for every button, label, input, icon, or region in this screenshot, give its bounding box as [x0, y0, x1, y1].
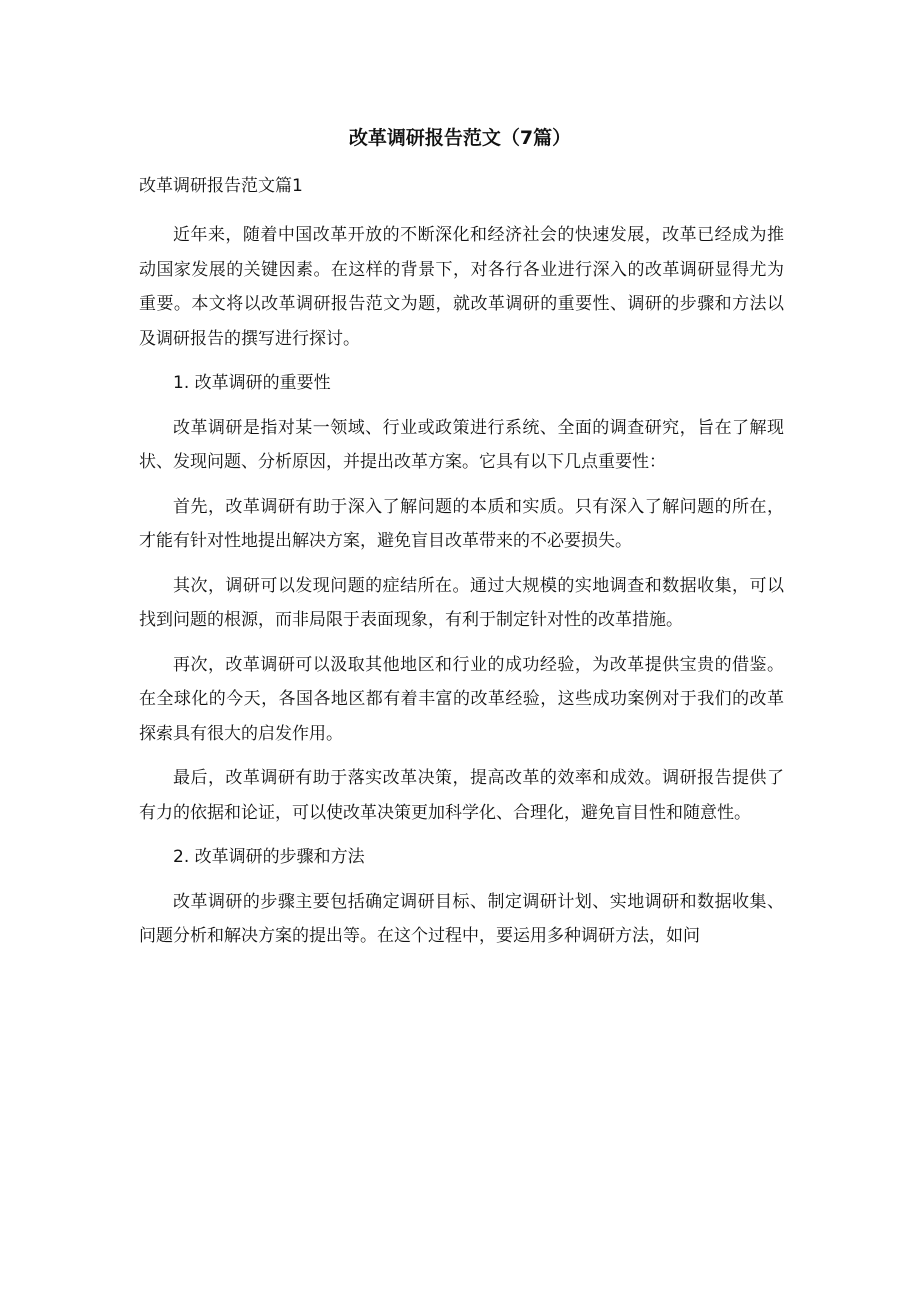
body-paragraph: 再次，改革调研可以汲取其他地区和行业的成功经验，为改革提供宝贵的借鉴。在全球化的今天，各国各地区都有着丰富的改革经验，这些成功案例对于我们的改革探索具有很大的启发作用。: [139, 654, 784, 744]
body-paragraph: 改革调研的步骤主要包括确定调研目标、制定调研计划、实地调研和数据收集、问题分析和解决方案的提出等。在这个过程中，要运用多种调研方法，如问: [139, 891, 784, 946]
section-subtitle: 改革调研报告范文篇1: [139, 176, 303, 196]
body-paragraph: 改革调研是指对某一领域、行业或政策进行系统、全面的调查研究，旨在了解现状、发现问题、分析原因，并提出改革方案。它具有以下几点重要性：: [139, 417, 784, 472]
body-paragraph: 首先，改革调研有助于深入了解问题的本质和实质。只有深入了解问题的所在，才能有针对性地提出解决方案，避免盲目改革带来的不必要损失。: [139, 496, 784, 551]
document-title: 改革调研报告范文（7篇）: [348, 127, 572, 149]
body-paragraph: 近年来，随着中国改革开放的不断深化和经济社会的快速发展，改革已经成为推动国家发展的关键因素。在这样的背景下，对各行各业进行深入的改革调研显得尤为重要。本文将以改革调研报告范文为题，就改革调研的重要性、调研的步骤和方法以及调研报告的撰写进行探讨。: [139, 225, 784, 349]
document-body: [139, 218, 784, 964]
section-heading: 2. 改革调研的步骤和方法: [173, 847, 365, 867]
section-heading: 1. 改革调研的重要性: [173, 373, 331, 393]
body-paragraph: 最后，改革调研有助于落实改革决策，提高改革的效率和成效。调研报告提供了有力的依据和论证，可以使改革决策更加科学化、合理化，避免盲目性和随意性。: [139, 768, 784, 823]
body-paragraph: 其次，调研可以发现问题的症结所在。通过大规模的实地调查和数据收集，可以找到问题的根源，而非局限于表面现象，有利于制定针对性的改革措施。: [139, 575, 784, 630]
